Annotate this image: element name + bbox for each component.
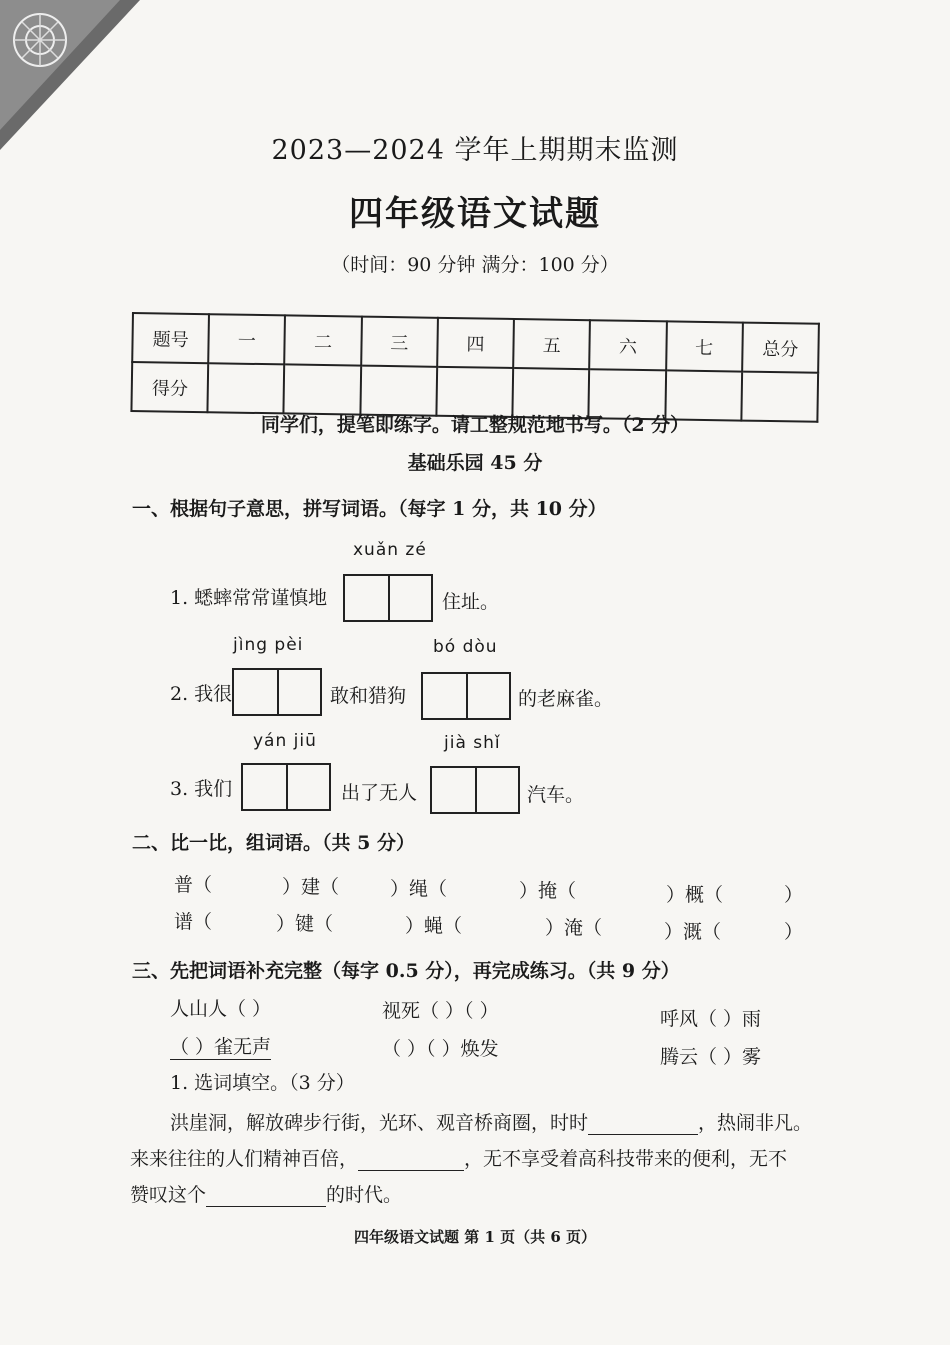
fill-blank[interactable] [206, 1188, 326, 1207]
sentence-text: 1. 蟋蟀常常谨慎地 [170, 587, 328, 609]
page-footer: 四年级语文试题 第 1 页（共 6 页） [354, 1228, 596, 1246]
score-cell[interactable] [208, 363, 285, 413]
compare-item: ）建（ [282, 876, 340, 898]
score-cell[interactable] [284, 364, 361, 414]
page-title: 四年级语文试题 [349, 194, 601, 234]
answer-box[interactable] [430, 766, 520, 814]
answer-box[interactable] [241, 763, 331, 811]
writing-instruction: 同学们，提笔即练字。请工整规范地书写。（2 分） [260, 414, 690, 436]
paragraph-line [170, 1108, 812, 1135]
compare-item: 谱（ [174, 911, 213, 933]
score-table-header-label: 题号 [132, 313, 209, 363]
compare-item: ）概（ [666, 884, 724, 906]
sentence-text: 敢和猎狗 [330, 685, 407, 707]
paragraph-text: 来来往往的人们精神百倍， [130, 1148, 359, 1170]
time-info: （时间：90 分钟 满分：100 分） [331, 254, 619, 276]
answer-box[interactable] [343, 574, 433, 622]
idiom-item: （ ）（ ）焕发 [382, 1038, 499, 1060]
fill-blank[interactable] [358, 1152, 464, 1171]
sentence-text: 汽车。 [527, 784, 585, 806]
sub-question: 1. 选词填空。（3 分） [170, 1072, 355, 1094]
sentence-text: 的老麻雀。 [518, 688, 614, 710]
score-col-total: 总分 [742, 323, 819, 373]
paragraph-text: ，无不享受着高科技带来的便利，无不 [464, 1148, 788, 1170]
score-table-score-label: 得分 [131, 362, 208, 412]
compare-item: ）掩（ [519, 880, 577, 902]
pinyin-label: jìng pèi [233, 635, 304, 655]
compare-item: ）蝇（ [405, 915, 463, 937]
q3-heading: 三、先把词语补充完整（每字 0.5 分），再完成练习。（共 9 分） [132, 960, 680, 982]
paragraph-text: 的时代。 [326, 1184, 403, 1206]
answer-box[interactable] [232, 668, 322, 716]
score-col-5: 五 [513, 319, 590, 369]
exam-subtitle: 2023—2024 学年上期期末监测 [271, 135, 679, 166]
sentence-text: 住址。 [442, 591, 500, 613]
score-col-4: 四 [437, 318, 514, 368]
paragraph-text: ，热闹非凡。 [698, 1112, 813, 1134]
score-col-3: 三 [361, 317, 438, 367]
idiom-item: 呼风（ ）雨 [660, 1008, 762, 1030]
score-col-2: 二 [285, 315, 362, 365]
score-cell[interactable] [360, 366, 437, 416]
idiom-item: 人山人（ ） [170, 998, 272, 1020]
fill-blank[interactable] [588, 1116, 698, 1135]
compare-item: ）绳（ [390, 878, 448, 900]
compare-item: ）淹（ [545, 917, 603, 939]
score-col-1: 一 [208, 314, 285, 364]
score-table [130, 312, 819, 423]
paragraph-text: 洪崖洞，解放碑步行街，光环、观音桥商圈，时时 [170, 1112, 589, 1134]
pinyin-label: jià shǐ [444, 733, 501, 753]
sentence-text: 3. 我们 [170, 778, 233, 800]
compare-item: ） [784, 921, 804, 943]
idiom-item: 视死（ ）（ ） [382, 1000, 499, 1022]
idiom-item: 腾云（ ）雾 [660, 1046, 762, 1068]
sentence-text: 2. 我很 [170, 683, 233, 705]
pinyin-label: bó dòu [433, 637, 498, 657]
section-title: 基础乐园 45 分 [407, 452, 543, 474]
paragraph-line [130, 1180, 402, 1207]
compare-item: ）键（ [276, 913, 334, 935]
score-col-7: 七 [666, 321, 743, 371]
paragraph-text: 赞叹这个 [130, 1184, 207, 1206]
idiom-item: （ ）雀无声 [170, 1032, 271, 1060]
compare-item: ） [784, 884, 804, 906]
answer-box[interactable] [421, 672, 511, 720]
sentence-text: 出了无人 [341, 782, 418, 804]
paragraph-line [130, 1144, 787, 1171]
compare-item: 普（ [174, 874, 213, 896]
pinyin-label: yán jiū [253, 731, 317, 751]
q2-heading: 二、比一比，组词语。（共 5 分） [132, 832, 415, 854]
q1-heading: 一、根据句子意思，拼写词语。（每字 1 分，共 10 分） [132, 498, 607, 520]
pinyin-label: xuǎn zé [353, 540, 427, 560]
score-col-6: 六 [589, 320, 666, 370]
compare-item: ）溉（ [664, 921, 722, 943]
